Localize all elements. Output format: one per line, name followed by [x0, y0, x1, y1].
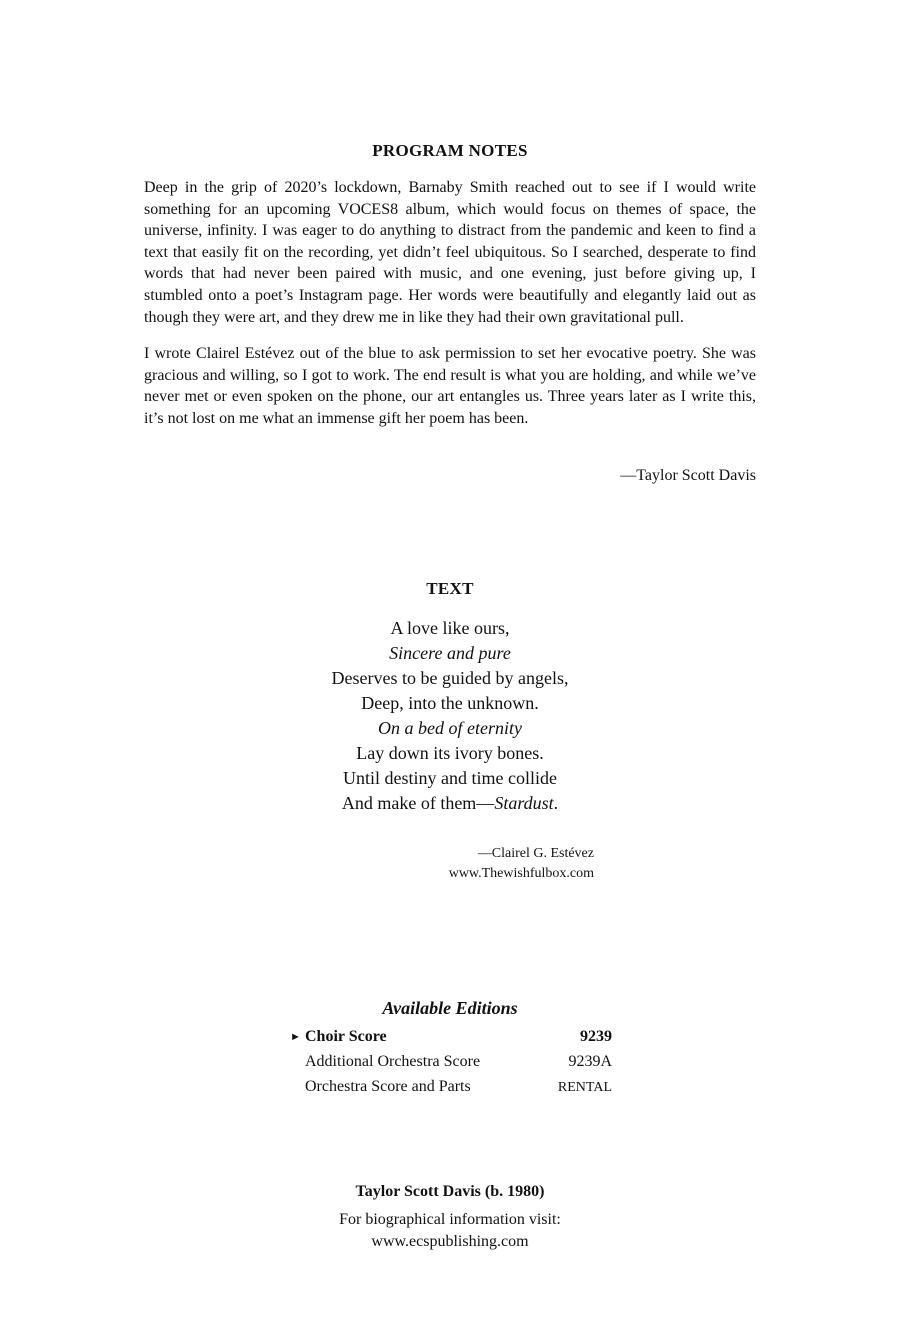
- editions-title: Available Editions: [382, 998, 518, 1018]
- poem-credit: [0, 844, 594, 883]
- program-notes-body: [144, 177, 756, 430]
- composer-info-line: For biographical information visit:: [339, 1211, 561, 1228]
- program-notes-heading: PROGRAM NOTES: [372, 141, 528, 160]
- edition-row-orchestra-score-and-parts: [290, 1078, 612, 1103]
- poem-line-7: Until destiny and time collide: [343, 768, 557, 788]
- program-notes-paragraph-1: Deep in the grip of 2020’s lockdown, Barnaby Smith reached out to see if I would write something for an upcoming VOCES8 album, which would focus on themes of space, the universe, infinity. I was eager to do anything to distract from the pandemic and keen to find a text that easily fit on the recording, yet didn’t feel ubiquitous. So I searched, desperate to find words that had never been paired with music, and one evening, just before giving up, I stumbled onto a poet’s Instagram page. Her words were beautifully and elegantly laid out as though they were art, and they drew me in like they had their own gravitational pull.: [144, 179, 756, 326]
- edition-name: Additional Orchestra Score: [305, 1053, 481, 1070]
- edition-row-additional-orchestra-score: [290, 1053, 612, 1078]
- composer-info: [0, 1181, 900, 1253]
- edition-code: RENTAL: [557, 1080, 612, 1095]
- composer-name: Taylor Scott Davis (b. 1980): [355, 1183, 545, 1200]
- edition-name: Choir Score: [305, 1028, 387, 1045]
- poem-line-8-italic: Stardust: [494, 793, 554, 813]
- poem-line-8: [0, 791, 900, 816]
- composer-url: www.ecspublishing.com: [371, 1233, 529, 1250]
- edition-code: 9239: [580, 1028, 612, 1045]
- text-heading: TEXT: [426, 579, 474, 598]
- poem-line-5: On a bed of eternity: [378, 718, 522, 738]
- poem-credit-url: www.Thewishfulbox.com: [448, 865, 594, 881]
- edition-code: 9239A: [568, 1053, 612, 1070]
- poem: [0, 616, 900, 816]
- poem-line-3: Deserves to be guided by angels,: [331, 668, 569, 688]
- program-notes-signature: —Taylor Scott Davis: [620, 467, 756, 484]
- poem-line-2: Sincere and pure: [389, 643, 511, 663]
- edition-current-marker-icon: ►: [290, 1031, 301, 1043]
- poem-line-6: Lay down its ivory bones.: [356, 743, 544, 763]
- poem-line-8-suffix: .: [553, 793, 559, 813]
- poem-line-8-prefix: And make of them—: [341, 793, 495, 813]
- poem-credit-author: —Clairel G. Estévez: [477, 846, 594, 861]
- poem-line-1: A love like ours,: [390, 618, 510, 638]
- edition-row-choir-score: [290, 1028, 612, 1053]
- edition-name: Orchestra Score and Parts: [305, 1078, 471, 1095]
- editions-list: [290, 1028, 612, 1103]
- poem-line-4: Deep, into the unknown.: [361, 693, 539, 713]
- program-notes-paragraph-2: I wrote Clairel Estévez out of the blue to ask permission to set her evocative poetry. She was gracious and willing, so I got to work. The end result is what you are holding, and while we’ve never met or even spoken on the phone, our art entangles us. Three years later as I write this, it’s not lost on me what an immense gift her poem has been.: [144, 345, 756, 427]
